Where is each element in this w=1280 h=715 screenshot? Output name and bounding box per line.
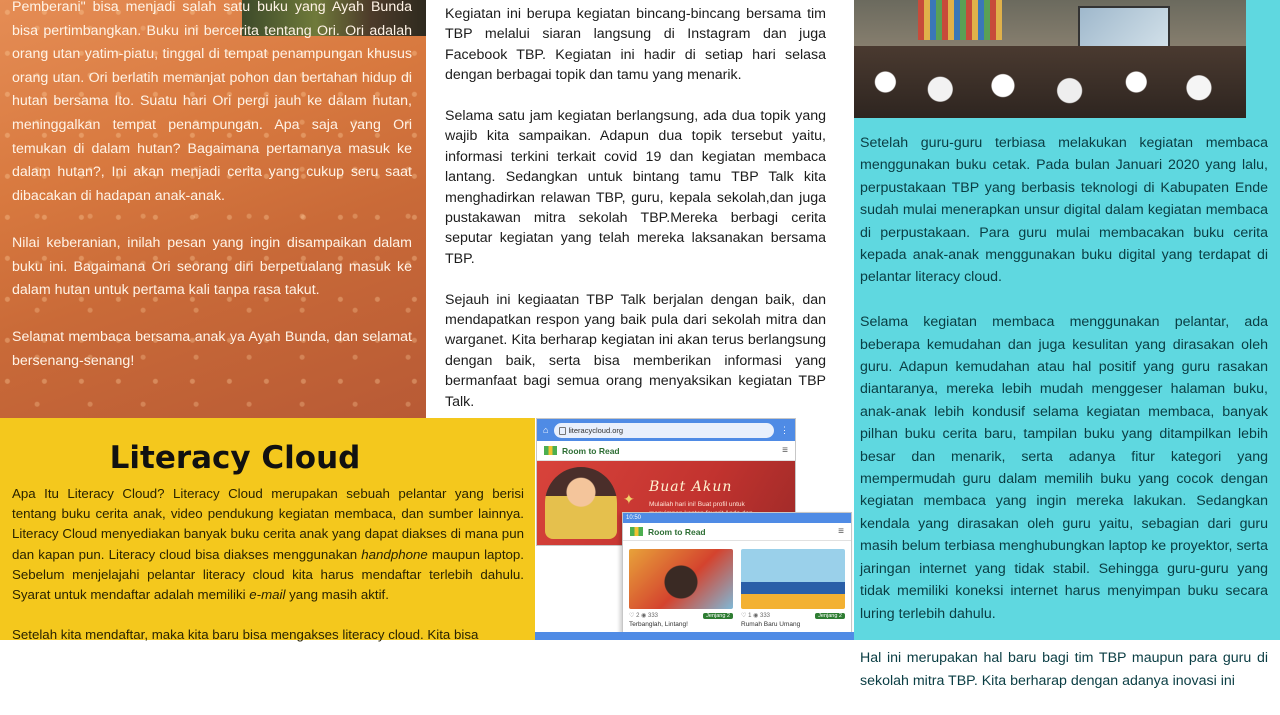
level-badge: Jenjang 2 [703, 613, 733, 619]
reading-paragraph: Setelah guru-guru terbiasa melakukan kegiatan membaca menggunakan buku cetak. Pada bulan Januari 2020 yang lalu, perpustakaan TBP yang berbasis teknologi di Kabupaten Ende sudah mulai menerapkan unsur digital dalam kegiatan membaca di perpustakaan. Para guru mulai membacakan buku cerita kepada anak-anak menggunakan buku digital yang terdapat di pelantar literacy cloud. [860, 135, 1268, 286]
app-header [623, 523, 851, 541]
tbp-talk-text [445, 4, 826, 432]
literacy-cloud-panel [0, 418, 535, 643]
tbp-talk-panel [426, 0, 854, 418]
reading-paragraph: Hal ini merupakan hal baru bagi tim TBP maupun para guru di sekolah mitra TBP. Kita berharap dengan adanya inovasi ini [860, 650, 1268, 689]
site-header [537, 441, 795, 461]
talk-paragraph: Kegiatan ini berupa kegiatan bincang-bincang bersama tim TBP melalui siaran langsung di Instagram dan juga Facebook TBP. Kegiatan ini hadir di setiap hari selasa dengan berbagai topik dan tamu yang menarik. [445, 6, 826, 84]
book-stats: ♡ 1 ◉ 333 [741, 613, 771, 619]
book-card [741, 549, 845, 628]
literacy-paragraph: Setelah kita mendaftar, maka kita baru bisa mengakses literacy cloud. Kita bisa [12, 627, 479, 643]
brand-name: Room to Read [648, 526, 706, 537]
status-bar: 10:50 [623, 513, 851, 523]
banner-subtitle: Mulailah hari ini! Buat profil untuk [649, 501, 745, 508]
menu-dots-icon: ⋮ [780, 424, 789, 435]
book-cover [629, 549, 733, 609]
literacy-cloud-app-screenshot [622, 512, 852, 634]
heart-icon: ♡ [741, 613, 747, 619]
students-group [854, 46, 1246, 118]
book-title: Terbanglah, Lintang! [629, 621, 688, 628]
section-title: Literacy Cloud [109, 440, 361, 476]
review-paragraph: Pemberani" bisa menjadi salah satu buku yang Ayah Bunda bisa pertimbangkan. Buku ini bercerita tentang Ori. Ori adalah orang utan yatim-piatu, tinggal di tempat penampungan khusus orang utan. Ori berlatih memanjat pohon dan bertahan hidup di hutan bersama Ito. Suatu hari Ori pergi jauh ke dalam hutan, meninggalkan tempat penampungan. Apa saja yang Ori temukan di dalam hutan? Bagaimana pertamanya masuk ke dalam hutan?, Ini akan menjadi cerita yang cukup seru saat dibacakan di hadapan anak-anak. [12, 0, 412, 204]
classroom-photo [854, 0, 1246, 118]
book-title: Rumah Baru Umang [741, 621, 801, 628]
review-paragraph: Selamat membaca bersama anak ya Ayah Bunda, dan selamat bersenang-senang! [12, 329, 412, 369]
heart-icon: ♡ [629, 613, 635, 619]
literacy-paragraph: Apa Itu Literacy Cloud? Literacy Cloud merupakan sebuah pelantar yang berisi tentang buku cerita anak, video pendukung kegiatan membaca, dan sumber lainnya. Literacy Cloud menyediakan banyak buku cerita anak yang dapat diakses di mana pun dan kapan pun. Literacy cloud bisa diakses menggunakan handphone maupun laptop. Sebelum menjelajahi pelantar literacy cloud kita harus mendaftar terlebih dahulu. Syarat untuk mendaftar adalah memiliki e-mail yang masih aktif. [12, 486, 524, 603]
book-card [629, 549, 733, 628]
digital-reading-text [860, 132, 1268, 715]
digital-reading-panel [854, 0, 1280, 689]
emphasis-handphone: handphone [361, 546, 428, 562]
sparkle-icon: ✦ [623, 491, 635, 507]
eye-icon: ◉ [641, 613, 647, 619]
emphasis-email: e-mail [249, 587, 286, 603]
talk-paragraph: Sejauh ini kegiaatan TBP Talk berjalan dengan baik, dan mendapatkan respon yang baik pula dari sekolah mitra dan warganet. Kita berharap kegiatan ini akan terus berlangsung dengan baik, serta bisa memberikan informasi yang bermanfaat bagi semua orang menyaksikan kegiatan TBP Talk. [445, 291, 826, 410]
review-paragraph: Nilai keberanian, inilah pesan yang ingin disampaikan dalam buku ini. Bagaimana Ori seorang diri berpetualang masuk ke dalam hutan untuk pertama kali tanpa rasa takut. [12, 234, 412, 299]
book-cover [741, 549, 845, 609]
room-to-read-logo [544, 446, 557, 455]
book-grid [623, 541, 851, 628]
book-review-text [12, 0, 412, 397]
browser-url-bar [537, 419, 795, 441]
book-meta [741, 612, 845, 619]
hamburger-icon: ≡ [838, 526, 844, 537]
third-screenshot-edge [535, 632, 854, 640]
reading-paragraph: Selama kegiatan membaca menggunakan pelantar, ada beberapa kemudahan dan juga kesulitan yang dirasakan oleh guru. Adapun kemudahan atau hal positif yang guru rasakan diantaranya, mereka lebih mudah menggeser halaman buku, anak-anak lebih kondusif selama kegiatan membaca, banyak pilhan buku cerita baru, tampilan buku yang ditampilkan lebih besar dan menarik, serta adanya fitur kategori yang mempermudah guru dalam memilih buku yang cocok dengan kegiatan membaca yang ingin mereka lakukan. Sedangkan kendala yang dirasakan oleh guru yaitu, sebagian dari guru masih belum terbiasa menghubungkan laptop ke proyektor, serta jaringan internet yang tidak stabil. Sehingga guru-guru yang tidak memiliki koneksi internet harus menyimpan buku secara luring terlebih dahulu. [860, 314, 1268, 622]
brand-name: Room to Read [562, 445, 620, 456]
level-badge: Jenjang 2 [815, 613, 845, 619]
banner-title: Buat Akun [649, 479, 733, 495]
hamburger-icon: ≡ [782, 445, 788, 456]
room-to-read-logo [630, 527, 643, 536]
book-meta [629, 612, 733, 619]
book-stats: ♡ 2 ◉ 333 [629, 613, 659, 619]
bookshelf [918, 0, 1002, 40]
eye-icon: ◉ [753, 613, 759, 619]
reader-illustration [545, 467, 617, 539]
url-field: literacycloud.org [554, 423, 774, 438]
talk-paragraph: Selama satu jam kegiatan berlangsung, ada dua topik yang wajib kita sampaikan. Adapun dua topik tersebut yaitu, informasi terkini terkait covid 19 dan kegiatan membaca lantang. Sedangkan untuk bintang tamu TBP Talk kita menghadirkan relawan TBP, guru, kepala sekolah,dan juga pustakawan mitra sekolah TBP.Mereka berbagi cerita seputar kegiatan yang telah mereka laksanakan bersama TBP. [445, 108, 826, 267]
book-review-panel [0, 0, 426, 418]
literacy-cloud-text [12, 484, 524, 666]
home-icon: ⌂ [543, 425, 549, 435]
